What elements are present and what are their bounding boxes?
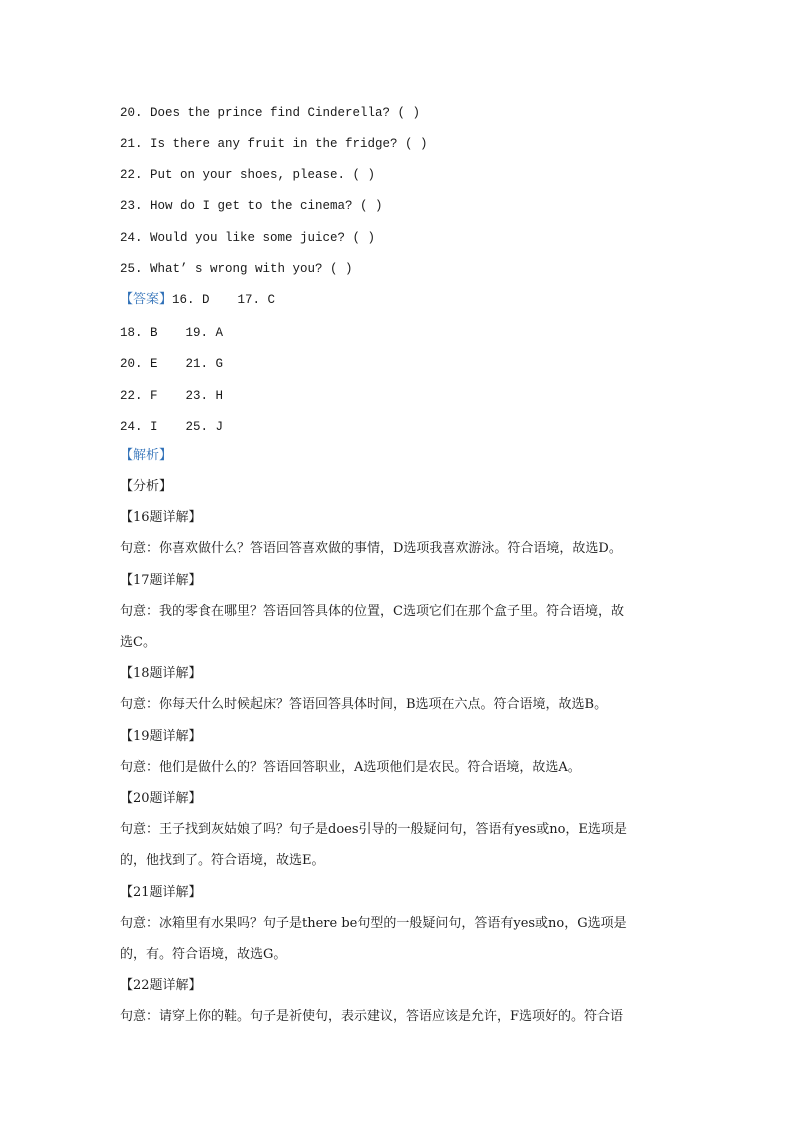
explanation-text: 句意：你每天什么时候起床？答语回答具体时间，B选项在六点。符合语境，故选B。 xyxy=(120,697,608,712)
question-24: 24. Would you like some juice? ( ) xyxy=(120,231,376,245)
answer-row xyxy=(120,388,223,404)
explanation-text: 句意：我的零食在哪里？答语回答具体的位置，C选项它们在那个盒子里。符合语境，故 xyxy=(120,604,624,619)
explanation-heading: 【21题详解】 xyxy=(120,885,202,900)
explanation-heading: 【20题详解】 xyxy=(120,791,202,806)
answer-item: 21. G xyxy=(185,357,224,371)
question-25: 25. What’ s wrong with you? ( ) xyxy=(120,262,353,276)
explanation-heading: 【22题详解】 xyxy=(120,978,202,993)
answer-item: 24. I xyxy=(120,420,158,434)
explanation-text: 句意：你喜欢做什么？答语回答喜欢做的事情，D选项我喜欢游泳。符合语境，故选D。 xyxy=(120,541,622,556)
answer-row xyxy=(120,292,275,308)
answer-item: 19. A xyxy=(185,326,224,340)
answer-item: 25. J xyxy=(185,420,224,434)
question-20: 20. Does the prince find Cinderella? ( ) xyxy=(120,106,421,120)
answer-row xyxy=(120,419,223,435)
answer-item: 20. E xyxy=(120,357,158,371)
answer-row xyxy=(120,356,223,372)
explanation-text: 选C。 xyxy=(120,635,156,650)
explanation-text: 句意：王子找到灰姑娘了吗？句子是does引导的一般疑问句，答语有yes或no，E选项是 xyxy=(120,822,627,837)
question-23: 23. How do I get to the cinema? ( ) xyxy=(120,199,383,213)
answer-item: 22. F xyxy=(120,389,158,403)
answer-item: 17. C xyxy=(237,293,276,307)
analysis-intro: 【分析】 xyxy=(120,479,173,494)
explanation-text: 的，他找到了。符合语境，故选E。 xyxy=(120,853,325,868)
answer-item: 23. H xyxy=(185,389,224,403)
answer-item: 18. B xyxy=(120,326,158,340)
explanation-heading: 【18题详解】 xyxy=(120,666,202,681)
question-21: 21. Is there any fruit in the fridge? ( ) xyxy=(120,137,428,151)
explanation-heading: 【19题详解】 xyxy=(120,729,202,744)
explanation-text: 句意：冰箱里有水果吗？句子是there be句型的一般疑问句，答语有yes或no，G选项是 xyxy=(120,916,627,931)
explanation-text: 句意：他们是做什么的？答语回答职业，A选项他们是农民。符合语境，故选A。 xyxy=(120,760,581,775)
answer-tag: 【答案】 xyxy=(120,292,173,307)
explanation-heading: 【16题详解】 xyxy=(120,510,202,525)
answer-row xyxy=(120,325,223,341)
explanation-heading: 【17题详解】 xyxy=(120,573,202,588)
answer-item: 16. D xyxy=(172,293,210,307)
explanation-text: 句意：请穿上你的鞋。句子是祈使句，表示建议，答语应该是允许，F选项好的。符合语 xyxy=(120,1009,624,1024)
analysis-tag: 【解析】 xyxy=(120,448,173,463)
question-22: 22. Put on your shoes, please. ( ) xyxy=(120,168,376,182)
explanation-text: 的，有。符合语境，故选G。 xyxy=(120,947,287,962)
